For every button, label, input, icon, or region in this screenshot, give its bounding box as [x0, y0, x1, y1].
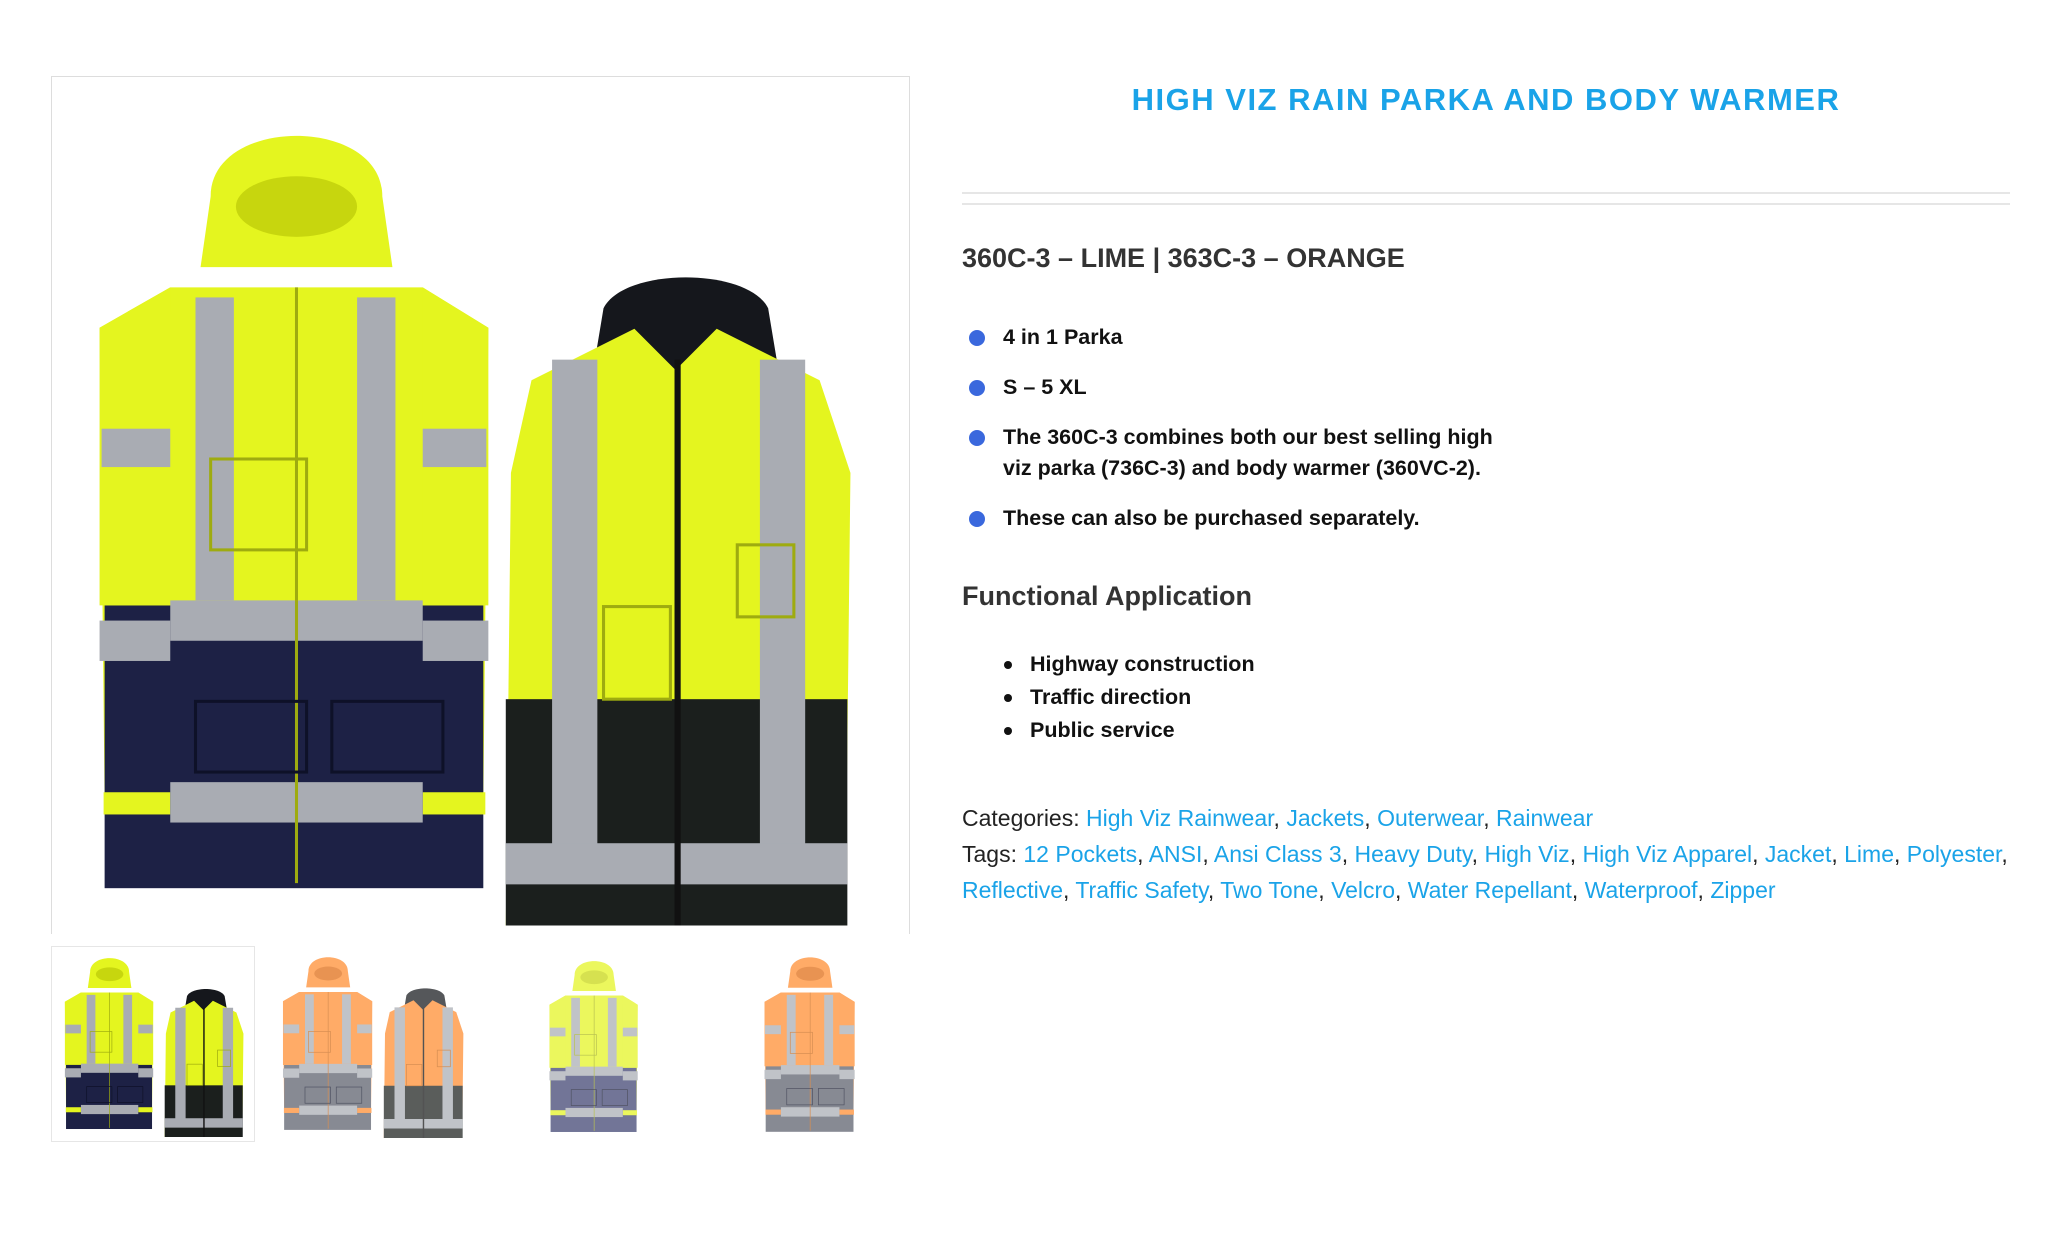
tag-link[interactable]: Water Repellant [1407, 877, 1572, 903]
bullet-icon [969, 380, 985, 396]
feature-item [962, 422, 1522, 484]
tag-link[interactable]: 12 Pockets [1023, 841, 1138, 867]
tag-link[interactable]: ANSI [1148, 841, 1203, 867]
thumbnail-orange-parka[interactable] [707, 946, 911, 1142]
feature-text: The 360C-3 combines both our best selling high viz parka (736C-3) and body warmer (360VC-2). [1003, 425, 1493, 480]
tags-line [962, 836, 2022, 908]
tag-link[interactable]: Heavy Duty [1354, 841, 1472, 867]
application-list [1000, 648, 1255, 747]
tag-link[interactable]: High Viz [1484, 841, 1570, 867]
tag-link[interactable]: Waterproof [1584, 877, 1698, 903]
bullet-icon [969, 430, 985, 446]
divider [962, 203, 2010, 205]
main-product-image[interactable] [51, 76, 910, 934]
divider [962, 192, 2010, 194]
feature-item [962, 503, 1522, 534]
product-title: HIGH VIZ RAIN PARKA AND BODY WARMER [1131, 82, 1841, 117]
sku-line: 360C-3 – LIME | 363C-3 – ORANGE [962, 243, 1405, 273]
category-link[interactable]: Outerwear [1377, 805, 1484, 831]
categories-label: Categories: [962, 805, 1080, 831]
tag-link[interactable]: High Viz Apparel [1582, 841, 1753, 867]
feature-text: 4 in 1 Parka [1003, 325, 1123, 349]
tag-link[interactable]: Velcro [1331, 877, 1395, 903]
tag-link[interactable]: Ansi Class 3 [1213, 841, 1342, 867]
tag-link[interactable]: Polyester [1906, 841, 2002, 867]
application-item: Highway construction [1000, 648, 1255, 681]
thumbnail-lime-parka-and-warmer[interactable] [51, 946, 255, 1142]
application-item: Public service [1000, 714, 1255, 747]
category-link[interactable]: Rainwear [1495, 805, 1594, 831]
feature-list [962, 322, 1522, 553]
thumbnail-orange-parka-and-warmer[interactable] [270, 946, 474, 1142]
tags-label: Tags: [962, 841, 1017, 867]
tag-link[interactable]: Traffic Safety [1075, 877, 1208, 903]
category-links: High Viz Rainwear, Jackets, Outerwear, Rainwear [1086, 805, 1594, 831]
tag-link[interactable]: Zipper [1710, 877, 1776, 903]
feature-item [962, 372, 1522, 403]
categories-line [962, 800, 2022, 836]
thumbnail-lime-parka[interactable] [488, 946, 692, 1142]
tag-link[interactable]: Two Tone [1220, 877, 1319, 903]
tag-link[interactable]: Jacket [1764, 841, 1832, 867]
feature-text: S – 5 XL [1003, 375, 1087, 399]
category-link[interactable]: Jackets [1286, 805, 1365, 831]
bullet-icon [969, 511, 985, 527]
tag-links: 12 Pockets, ANSI, Ansi Class 3, Heavy Duty, High Viz, High Viz Apparel, Jacket, Lime, Polyester, Reflective, Traffic Safety, Two Tone, Velcro, Water Repellant, Waterproof, Zipper [962, 841, 2008, 903]
product-meta [962, 800, 2022, 908]
application-item: Traffic direction [1000, 681, 1255, 714]
category-link[interactable]: High Viz Rainwear [1086, 805, 1274, 831]
functional-application-heading: Functional Application [962, 581, 1252, 611]
tag-link[interactable]: Reflective [962, 877, 1063, 903]
tag-link[interactable]: Lime [1844, 841, 1894, 867]
feature-text: These can also be purchased separately. [1003, 506, 1420, 530]
bullet-icon [969, 330, 985, 346]
feature-item [962, 322, 1522, 353]
